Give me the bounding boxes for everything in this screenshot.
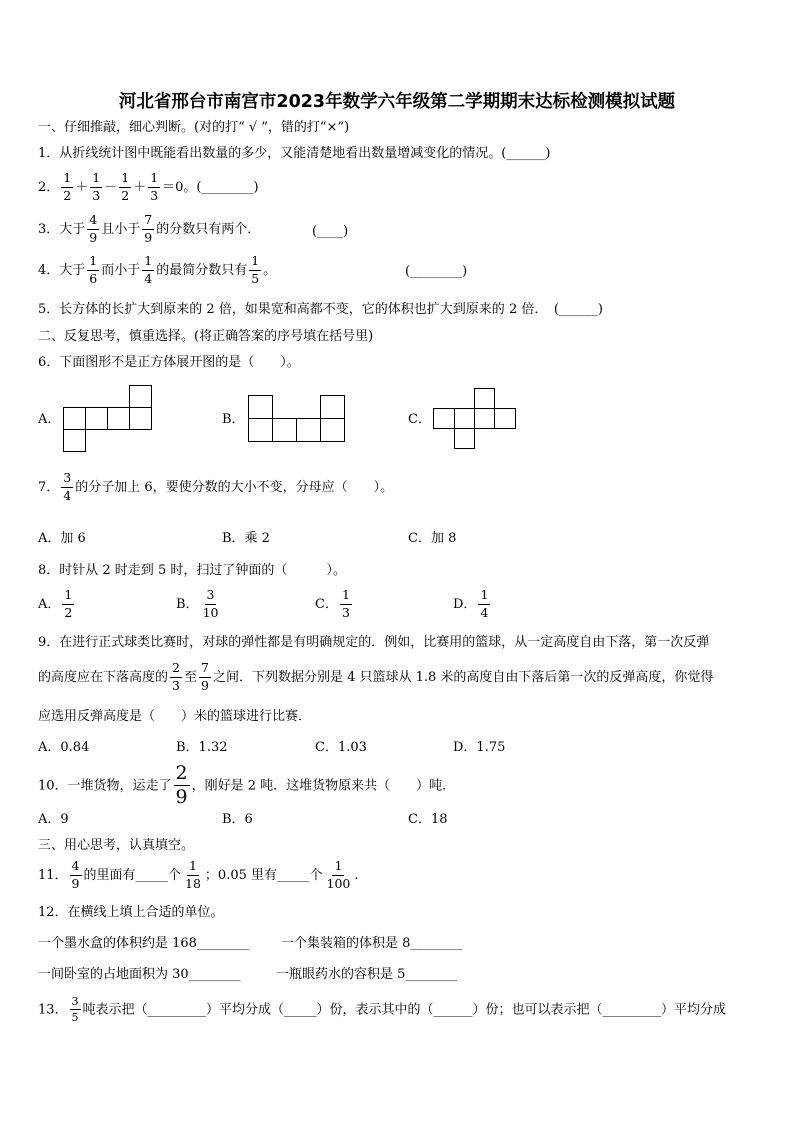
fraction	[340, 588, 352, 619]
numerator: 3	[205, 588, 217, 605]
fraction	[61, 171, 73, 202]
numerator: 1	[332, 859, 344, 876]
q9-option-d: D．1.75	[453, 740, 506, 755]
q3-answer-blank: (____)	[312, 224, 349, 239]
fraction	[478, 588, 490, 619]
q9-text: 的高度应在下落高度的	[38, 670, 169, 685]
fraction	[148, 171, 160, 202]
denominator: 3	[150, 187, 159, 203]
page-title: 河北省邢台市南宫市2023年数学六年级第二学期期末达标检测模拟试题	[118, 92, 676, 112]
fraction	[249, 254, 261, 285]
q7-text: 的分子加上 6，要使分数的大小不变，分母应（ ）。	[75, 480, 394, 495]
question-8: 8．时针从 2 时走到 5 时，扫过了钟面的（ ）。	[38, 563, 346, 578]
numerator: 2	[170, 661, 182, 678]
q7-number: 7．	[38, 480, 60, 495]
q13-number: 13．	[38, 1002, 68, 1018]
fraction	[142, 254, 154, 285]
denominator: 4	[63, 487, 72, 503]
denominator: 9	[144, 229, 153, 245]
numerator: 7	[142, 213, 154, 230]
question-12: 12．在横线上填上合适的单位。	[38, 905, 224, 920]
fraction	[174, 763, 190, 807]
numerator: 1	[249, 254, 261, 271]
question-1: 1．从折线统计图中既能看出数量的多少，又能清楚地看出数量增减变化的情况。(______)	[38, 146, 551, 161]
q10-option-c: C．18	[408, 812, 448, 827]
question-10	[38, 764, 455, 808]
q6-option-a: A．	[38, 412, 61, 427]
q7-option-c: C．加 8	[408, 531, 457, 546]
option-label: A．	[38, 597, 61, 612]
question-13	[38, 996, 726, 1024]
q2-number: 2．	[38, 180, 60, 195]
q10-option-b: B．6	[222, 812, 253, 827]
numerator: 1	[340, 588, 352, 605]
numerator: 4	[87, 213, 99, 230]
fraction	[142, 213, 154, 244]
fraction	[87, 254, 99, 285]
q11-text: .	[354, 868, 359, 883]
numerator: 1	[142, 254, 154, 271]
q9-text: 至	[183, 670, 197, 685]
question-7	[38, 472, 393, 503]
fraction	[170, 661, 182, 692]
q4-text: 而小于	[101, 263, 141, 278]
denominator: 5	[251, 270, 260, 286]
q8-option-b	[176, 589, 222, 620]
denominator: 3	[92, 187, 101, 203]
q3-text: 的分数只有两个．	[156, 222, 261, 237]
section-2-heading: 二、反复思考，慎重选择。(将正确答案的序号填在括号里)	[38, 329, 374, 344]
q3-text: 且小于	[101, 222, 141, 237]
denominator: 2	[64, 604, 73, 620]
numerator: 1	[62, 588, 74, 605]
q8-option-a	[38, 589, 76, 620]
fraction	[90, 171, 102, 202]
q9-option-a: A．0.84	[38, 740, 90, 755]
q13-text: 吨表示把（_________）平均分成（_____）份，表示其中的（______）份；也可以表示把（_________）平均分成	[82, 1002, 727, 1018]
question-9-line-2	[38, 662, 713, 693]
q4-text: 4．大于	[38, 263, 86, 278]
denominator: 3	[172, 677, 180, 693]
q3-text: 3．大于	[38, 222, 86, 237]
numerator: 7	[199, 661, 211, 678]
denominator: 10	[202, 604, 219, 620]
fraction	[201, 588, 221, 619]
q8-option-c	[315, 589, 354, 620]
q2-equation-end: ＝0。(________)	[162, 180, 259, 195]
numerator: 3	[71, 995, 79, 1008]
option-label: D．	[453, 597, 477, 612]
fraction	[70, 859, 82, 890]
q12-item-3: 一间卧室的占地面积为 30________	[38, 967, 241, 982]
numerator: 3	[61, 471, 73, 488]
fraction	[199, 661, 211, 692]
minus-sign: －	[104, 180, 118, 195]
q4-text: 。	[263, 263, 277, 278]
question-3	[38, 214, 260, 245]
numerator: 1	[119, 171, 131, 188]
fraction	[61, 471, 73, 502]
question-6: 6．下面图形不是正方体展开图的是（ ）。	[38, 355, 300, 370]
denominator: 2	[63, 187, 72, 203]
section-3-heading: 三、用心思考，认真填空。	[38, 838, 195, 853]
denominator: 9	[71, 875, 80, 891]
q6-option-b: B．	[222, 412, 245, 427]
question-5: 5．长方体的长扩大到原来的 2 倍，如果宽和高都不变，它的体积也扩大到原来的 2 倍． (______)	[38, 302, 603, 317]
denominator: 9	[89, 229, 98, 245]
fraction	[87, 213, 99, 244]
numerator: 1	[478, 588, 490, 605]
denominator: 18	[185, 875, 201, 891]
denominator: 9	[200, 677, 209, 693]
q4-answer-blank: (________)	[405, 264, 468, 279]
q8-option-d	[453, 589, 492, 620]
numerator: 1	[148, 171, 160, 188]
section-1-heading: 一、仔细推敲，细心判断。(对的打“ √ ”，错的打“×”)	[38, 120, 350, 135]
option-label: B．	[176, 597, 199, 612]
question-4	[38, 255, 276, 286]
denominator: 4	[144, 270, 153, 286]
denominator: 4	[480, 604, 489, 620]
numerator: 2	[175, 762, 188, 784]
q10-text: 10．一堆货物，运走了	[38, 778, 172, 794]
q11-text: ；0.05 里有_____个	[204, 868, 323, 883]
denominator: 6	[89, 270, 98, 286]
q9-text: 之间．下列数据分别是 4 只篮球从 1.8 米的高度自由下落后第一次的反弹高度，你觉得	[212, 670, 714, 685]
q7-option-b: B．乘 2	[222, 531, 270, 546]
numerator: 1	[187, 859, 199, 876]
fraction	[70, 995, 81, 1023]
denominator: 9	[175, 786, 188, 808]
q11-number: 11．	[38, 868, 68, 883]
numerator: 4	[70, 859, 82, 876]
denominator: 5	[71, 1011, 79, 1024]
option-label: C．	[315, 597, 338, 612]
numerator: 1	[90, 171, 102, 188]
fraction	[183, 859, 203, 890]
fraction	[119, 171, 131, 202]
q12-item-4: 一瓶眼药水的容积是 5________	[276, 967, 458, 982]
fraction	[62, 588, 74, 619]
q6-option-c: C．	[408, 412, 431, 427]
denominator: 3	[341, 604, 350, 620]
denominator: 2	[121, 187, 130, 203]
numerator: 1	[87, 254, 99, 271]
cube-net-c	[433, 388, 519, 452]
q9-option-c: C．1.03	[315, 740, 367, 755]
q7-option-a: A．加 6	[38, 531, 86, 546]
cube-net-a	[63, 385, 155, 453]
cube-net-b	[248, 395, 348, 443]
fraction	[325, 859, 353, 890]
q10-option-a: A．9	[38, 812, 69, 827]
plus-sign: ＋	[75, 180, 89, 195]
plus-sign: ＋	[133, 180, 147, 195]
q9-option-b: B．1.32	[176, 740, 228, 755]
q11-text: 的里面有_____个	[83, 868, 182, 883]
q12-item-2: 一个集装箱的体积是 8________	[281, 936, 463, 951]
q4-text: 的最简分数只有	[156, 263, 248, 278]
q10-text: ，刚好是 2 吨．这堆货物原来共（ ）吨．	[191, 778, 456, 794]
denominator: 100	[326, 875, 351, 891]
numerator: 1	[61, 171, 73, 188]
question-9-line-3: 应选用反弹高度是（ ）米的篮球进行比赛．	[38, 709, 312, 724]
question-9-line-1: 9．在进行正式球类比赛时，对球的弹性都是有明确规定的．例如，比赛用的篮球，从一定高度自由下落，第一次反弹	[38, 635, 710, 650]
question-11	[38, 860, 359, 891]
q12-item-1: 一个墨水盒的体积约是 168________	[38, 936, 249, 951]
question-2	[38, 172, 259, 203]
